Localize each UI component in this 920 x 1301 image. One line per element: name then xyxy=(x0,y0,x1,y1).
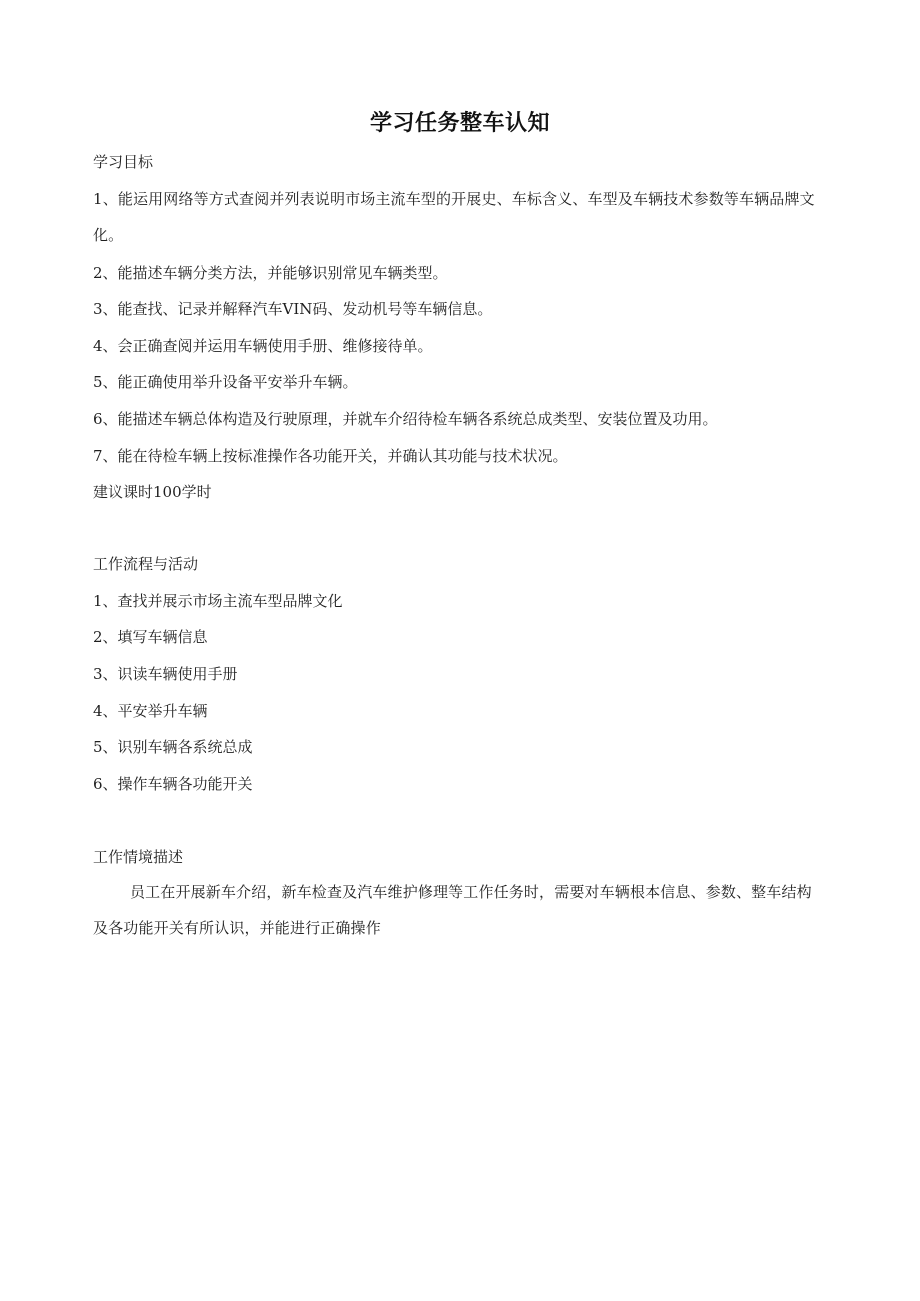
objective-item-6: 6、能描述车辆总体构造及行驶原理，并就车介绍待检车辆各系统总成类型、安装位置及功用。 xyxy=(93,410,718,428)
suggested-hours: 建议课时100学时 xyxy=(93,483,212,501)
objective-item-2: 2、能描述车辆分类方法，并能够识别常见车辆类型。 xyxy=(93,264,448,282)
workflow-item-3: 3、识读车辆使用手册 xyxy=(93,665,238,683)
objective-item-1: 1、能运用网络等方式查阅并列表说明市场主流车型的开展史、车标含义、车型及车辆技术参数等车辆品牌文化。 xyxy=(93,190,815,244)
objective-item-4: 4、会正确查阅并运用车辆使用手册、维修接待单。 xyxy=(93,337,433,355)
scenario-heading: 工作情境描述 xyxy=(93,848,184,866)
page-title: 学习任务整车认知 xyxy=(369,111,550,136)
objectives-heading: 学习目标 xyxy=(93,153,154,171)
workflow-item-2: 2、填写车辆信息 xyxy=(93,628,208,646)
objective-item-7: 7、能在待检车辆上按标准操作各功能开关，并确认其功能与技术状况。 xyxy=(93,447,568,465)
workflow-item-5: 5、识别车辆各系统总成 xyxy=(93,738,253,756)
objective-item-3: 3、能查找、记录并解释汽车VIN码、发动机号等车辆信息。 xyxy=(93,300,493,318)
workflow-heading: 工作流程与活动 xyxy=(93,555,199,573)
scenario-text: 员工在开展新车介绍，新车检查及汽车维护修理等工作任务时，需要对车辆根本信息、参数、整车结构及各功能开关有所认识，并能进行正确操作 xyxy=(93,883,812,937)
workflow-item-6: 6、操作车辆各功能开关 xyxy=(93,775,253,793)
workflow-item-4: 4、平安举升车辆 xyxy=(93,702,208,720)
workflow-item-1: 1、查找并展示市场主流车型品牌文化 xyxy=(93,592,343,610)
objective-item-5: 5、能正确使用举升设备平安举升车辆。 xyxy=(93,373,358,391)
